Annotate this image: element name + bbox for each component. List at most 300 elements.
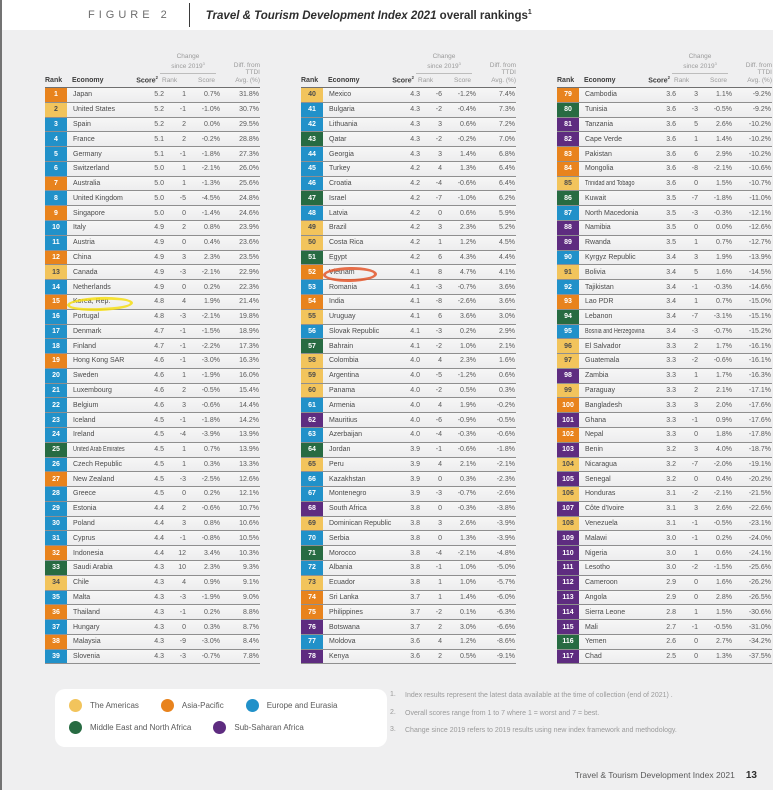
rank-badge: 89 [557,236,579,250]
rank-badge: 2 [45,103,67,117]
header-economy: Economy [584,77,616,84]
score-value: 3.6 [666,106,676,114]
change-rank-value: -1 [691,283,698,291]
score-value: 4.6 [154,401,164,409]
economy-name: Pakistan [585,150,612,158]
diff-value: -16.3% [748,372,771,380]
diff-value: 22.9% [239,268,259,276]
score-value: 3.6 [410,638,420,646]
score-value: 4.4 [154,505,164,513]
table-row [45,398,260,413]
diff-value: 24.8% [239,194,259,202]
table-row [45,635,260,650]
economy-name: Greece [73,490,96,498]
economy-name: Zambia [585,372,609,380]
diff-value: 19.8% [239,313,259,321]
rank-badge: 72 [301,561,323,575]
change-rank-value: 0 [182,239,186,247]
diff-value: -5.7% [496,579,515,587]
diff-value: 6.2% [499,194,515,202]
diff-value: -9.2% [752,106,771,114]
score-value: 4.2 [410,253,420,261]
diff-value: 10.7% [239,505,259,513]
rank-badge: 23 [45,413,67,427]
rank-badge: 9 [45,206,67,220]
column-header [557,45,772,88]
change-score-value: -3.0% [201,357,220,365]
score-value: 4.1 [410,313,420,321]
change-score-value: -2.1% [201,313,220,321]
change-score-value: -0.2% [201,135,220,143]
rank-badge: 114 [557,605,579,619]
header-diff-label: Diff. from TTDI Avg. (%) [233,61,260,84]
rank-badge: 87 [557,206,579,220]
change-score-value: 2.9% [716,150,732,158]
table-row [557,354,772,369]
table-row [301,620,516,635]
score-value: 4.3 [154,579,164,587]
score-value: 3.4 [666,298,676,306]
economy-name: Denmark [73,327,102,335]
change-score-value: 0.3% [204,623,220,631]
table-row [557,620,772,635]
score-value: 4.6 [154,357,164,365]
rank-badge: 3 [45,118,67,132]
change-score-value: -0.7% [457,490,476,498]
rank-badge: 19 [45,354,67,368]
economy-name: Cape Verde [585,135,622,143]
header-change-label: Change since 2019$^3$ [672,53,728,74]
economy-name: Slovak Republic [329,327,380,335]
table-row [45,354,260,369]
table-row [557,132,772,147]
table-row [301,502,516,517]
change-rank-value: -7 [435,194,442,202]
footnote-text: Overall scores range from 1 to 7 where 1 = worst and 7 = best. [405,709,600,717]
table-row [557,236,772,251]
score-value: 4.2 [410,239,420,247]
diff-value: -26.5% [748,593,771,601]
diff-value: 12.6% [239,475,259,483]
economy-name: Peru [329,460,344,468]
rank-badge: 30 [45,517,67,531]
table-column-1 [45,45,260,664]
diff-value: -20.2% [748,475,771,483]
change-score-value: -2.1% [713,490,732,498]
change-rank-value: 2 [182,135,186,143]
diff-value: 18.9% [239,327,259,335]
table-row [301,576,516,591]
economy-name: Saudi Arabia [73,564,113,572]
economy-name: Bulgaria [329,106,355,114]
score-value: 4.0 [410,387,420,395]
header-score: Score$^2$ [136,74,158,84]
change-score-value: -1.2% [457,372,476,380]
change-rank-value: 0 [694,593,698,601]
diff-value: 17.3% [239,342,259,350]
score-value: 3.9 [410,446,420,454]
change-rank-value: -1 [691,534,698,542]
table-row [557,118,772,133]
economy-name: Czech Republic [73,460,123,468]
score-value: 3.7 [410,623,420,631]
diff-value: -12.1% [748,209,771,217]
header-change-group [416,53,472,87]
change-score-value: 0.2% [204,283,220,291]
change-score-value: -1.9% [201,593,220,601]
change-rank-value: -1 [691,623,698,631]
change-score-value: 0.1% [460,608,476,616]
economy-name: Bahrain [329,342,354,350]
economy-name: Switzerland [73,165,110,173]
change-score-value: 1.1% [716,91,732,99]
rank-badge: 63 [301,428,323,442]
change-rank-value: 0 [182,283,186,291]
table-row [301,472,516,487]
diff-value: 4.4% [499,253,515,261]
change-rank-value: 2 [182,387,186,395]
table-row [301,339,516,354]
change-rank-value: 0 [438,475,442,483]
table-row [301,605,516,620]
change-rank-value: -6 [435,91,442,99]
diff-value: 10.6% [239,520,259,528]
diff-value: -17.6% [748,416,771,424]
table-row [557,398,772,413]
diff-value: 5.2% [499,224,515,232]
change-score-value: 1.7% [716,342,732,350]
header-change-score: Score [198,77,215,84]
table-row [557,458,772,473]
table-row [301,635,516,650]
score-value: 3.3 [666,357,676,365]
rank-badge: 51 [301,251,323,265]
rank-badge: 65 [301,458,323,472]
footer-page-number: 13 [745,770,757,781]
economy-name: Brazil [329,224,347,232]
table-row [301,354,516,369]
rank-badge: 26 [45,458,67,472]
change-score-value: -0.5% [201,387,220,395]
header-score: Score$^2$ [648,74,670,84]
change-rank-value: -1 [179,150,186,158]
change-score-value: -1.9% [201,372,220,380]
change-rank-value: 0 [694,653,698,661]
page-left-edge [0,0,2,790]
table-row [301,531,516,546]
diff-value: -9.1% [496,653,515,661]
economy-name: Albania [329,564,353,572]
change-rank-value: 1 [694,239,698,247]
score-value: 4.1 [410,298,420,306]
change-score-value: 0.7% [204,446,220,454]
change-score-value: 2.8% [716,593,732,601]
economy-name: Mali [585,623,598,631]
change-rank-value: 2 [182,120,186,128]
rank-badge: 31 [45,531,67,545]
change-score-value: 1.4% [716,135,732,143]
diff-value: -2.3% [496,475,515,483]
table-row [45,546,260,561]
economy-name: Poland [73,520,95,528]
change-score-value: -0.3% [713,283,732,291]
score-value: 5.0 [154,209,164,217]
change-rank-value: -7 [691,194,698,202]
economy-name: Lao PDR [585,298,614,306]
diff-value: -10.2% [748,135,771,143]
table-row [301,132,516,147]
economy-name: Japan [73,91,93,99]
change-rank-value: 1 [182,460,186,468]
change-score-value: 0.0% [204,120,220,128]
rank-badge: 112 [557,576,579,590]
table-row [557,206,772,221]
diff-value: -22.6% [748,505,771,513]
change-rank-value: -9 [179,638,186,646]
change-score-value: 0.2% [716,534,732,542]
table-row [301,487,516,502]
score-value: 4.2 [410,224,420,232]
score-value: 3.0 [666,534,676,542]
change-rank-value: 1 [182,165,186,173]
diff-value: 9.0% [243,593,259,601]
score-value: 3.9 [410,475,420,483]
table-row [45,325,260,340]
score-value: 3.3 [666,431,676,439]
change-rank-value: 4 [438,638,442,646]
economy-name: Philippines [329,608,363,616]
economy-name: Paraguay [585,387,615,395]
change-rank-value: 3 [182,520,186,528]
change-score-value: 1.5% [716,608,732,616]
diff-value: -10.2% [748,120,771,128]
change-score-value: 1.2% [460,239,476,247]
table-row [557,443,772,458]
change-rank-value: 0 [438,209,442,217]
rank-badge: 93 [557,295,579,309]
score-value: 3.6 [666,150,676,158]
diff-value: 6.4% [499,180,515,188]
change-rank-value: 2 [694,342,698,350]
score-value: 3.6 [666,120,676,128]
rank-badge: 43 [301,132,323,146]
score-value: 3.0 [666,549,676,557]
economy-name: North Macedonia [585,209,639,217]
rank-badge: 69 [301,517,323,531]
change-score-value: -0.9% [457,416,476,424]
header-rank: Rank [45,77,63,84]
economy-name: Chile [73,579,89,587]
score-value: 3.5 [666,224,676,232]
table-row [301,280,516,295]
rank-badge: 52 [301,265,323,279]
change-score-value: -2.5% [201,475,220,483]
table-row [45,428,260,443]
rank-badge: 16 [45,310,67,324]
footnote-number: 1. [390,691,396,698]
rank-badge: 82 [557,132,579,146]
table-row [45,191,260,206]
header-rank: Rank [301,77,319,84]
change-score-value: -1.0% [201,106,220,114]
change-rank-value: 0 [694,431,698,439]
change-rank-value: -1 [179,327,186,335]
change-rank-value: 6 [438,313,442,321]
footnote [390,709,768,718]
change-score-value: 1.6% [716,579,732,587]
change-rank-value: 0 [182,623,186,631]
table-row [301,517,516,532]
score-value: 3.2 [666,446,676,454]
diff-value: 31.8% [239,91,259,99]
score-value: 3.6 [666,165,676,173]
change-score-value: 0.2% [204,608,220,616]
table-row [557,339,772,354]
rank-badge: 86 [557,191,579,205]
region-legend [55,689,387,747]
score-value: 3.9 [410,490,420,498]
footer-report-title: Travel & Tourism Development Index 2021 [574,770,735,780]
change-score-value: 1.4% [460,150,476,158]
legend-label: Asia-Pacific [181,701,224,710]
change-score-value: 0.5% [460,387,476,395]
diff-value: -4.8% [496,549,515,557]
score-value: 2.9 [666,593,676,601]
rank-badge: 75 [301,605,323,619]
rank-badge: 47 [301,191,323,205]
change-rank-value: 8 [438,268,442,276]
change-rank-value: 5 [694,268,698,276]
change-rank-value: 0 [694,224,698,232]
rank-badge: 14 [45,280,67,294]
change-score-value: 0.5% [460,653,476,661]
change-score-value: 2.3% [204,253,220,261]
rank-badge: 4 [45,132,67,146]
figure-title [206,9,532,22]
change-score-value: 2.3% [460,357,476,365]
change-rank-value: 4 [182,298,186,306]
economy-name: Ireland [73,431,95,439]
score-value: 4.9 [154,253,164,261]
change-rank-value: 0 [438,505,442,513]
header-change-rank: Rank [674,77,690,84]
economy-name: Germany [73,150,102,158]
economy-name: Ghana [585,416,607,424]
score-value: 4.1 [410,342,420,350]
diff-value: -15.2% [748,327,771,335]
table-row [45,502,260,517]
economy-name: Iceland [73,416,96,424]
diff-value: 16.3% [239,357,259,365]
diff-value: 2.9% [499,327,515,335]
rank-badge: 78 [301,650,323,664]
economy-name: Montenegro [329,490,367,498]
change-rank-value: 0 [694,579,698,587]
change-rank-value: -1 [179,357,186,365]
score-value: 4.3 [154,638,164,646]
change-rank-value: -1 [435,446,442,454]
change-rank-value: 3 [438,520,442,528]
figure-title-sup: 1 [527,8,532,16]
diff-value: -0.6% [496,431,515,439]
economy-name: Malaysia [73,638,101,646]
change-rank-value: 1 [182,91,186,99]
change-rank-value: -3 [691,106,698,114]
change-score-value: 2.7% [716,638,732,646]
score-value: 3.8 [410,520,420,528]
score-value: 3.2 [666,475,676,483]
diff-value: 8.7% [243,623,259,631]
change-rank-value: 1 [694,298,698,306]
economy-name: Ecuador [329,579,356,587]
rank-badge: 116 [557,635,579,649]
change-rank-value: -4 [435,549,442,557]
economy-name: Egypt [329,253,347,261]
rank-badge: 38 [45,635,67,649]
change-rank-value: 3 [182,401,186,409]
economy-name: Angola [585,593,607,601]
score-value: 3.5 [666,239,676,247]
economy-name: Panama [329,387,356,395]
table-row [557,517,772,532]
header-change-score: Score [454,77,471,84]
score-value: 4.1 [410,327,420,335]
economy-name: Namibia [585,224,611,232]
change-score-value: 0.3% [204,460,220,468]
rank-badge: 109 [557,531,579,545]
change-score-value: 0.7% [204,91,220,99]
rank-badge: 81 [557,118,579,132]
table-row [301,384,516,399]
table-row [557,531,772,546]
change-score-value: -1.4% [201,209,220,217]
change-score-value: -3.0% [201,638,220,646]
economy-name: Canada [73,268,98,276]
score-value: 3.4 [666,313,676,321]
header-change-group [160,53,216,87]
economy-name: Sweden [73,372,99,380]
diff-value: 22.3% [239,283,259,291]
rank-badge: 99 [557,384,579,398]
rank-badge: 42 [301,118,323,132]
change-rank-value: 2 [438,623,442,631]
change-score-value: -0.7% [457,283,476,291]
rank-badge: 62 [301,413,323,427]
change-score-value: -0.3% [457,431,476,439]
rank-badge: 32 [45,546,67,560]
table-row [301,221,516,236]
table-row [301,443,516,458]
score-value: 3.5 [666,194,676,202]
change-score-value: 2.6% [716,120,732,128]
change-rank-value: 3 [694,446,698,454]
change-score-value: 4.7% [460,268,476,276]
economy-name: Yemen [585,638,607,646]
change-score-value: -0.8% [201,534,220,542]
table-row [45,576,260,591]
change-score-value: 0.2% [460,327,476,335]
change-score-value: -4.5% [201,194,220,202]
header-economy: Economy [72,77,104,84]
diff-value: 1.6% [499,357,515,365]
table-row [557,177,772,192]
table-row [45,443,260,458]
economy-name: Croatia [329,180,352,188]
change-rank-value: -2 [435,608,442,616]
score-value: 3.4 [666,253,676,261]
table-row [557,502,772,517]
change-score-value: 1.5% [716,180,732,188]
